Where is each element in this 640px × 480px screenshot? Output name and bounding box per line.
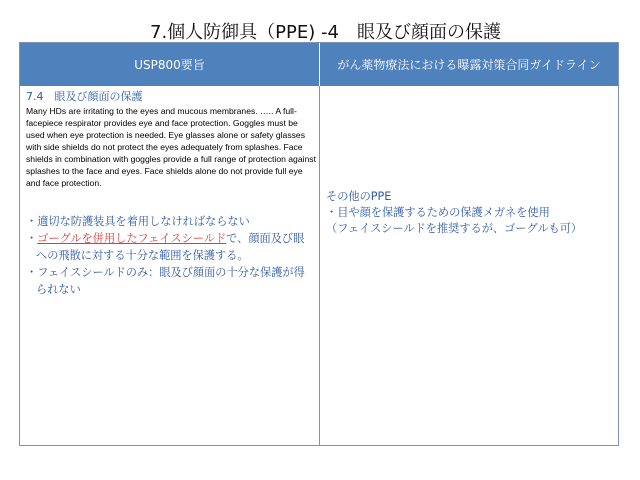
- english-excerpt: Many HDs are irritating to the eyes and mucous membranes. ….. A full-facepiece respirator provides eye and face protection. Goggles must be used when eye protection is needed. Eye glasses alone or safety glasses with side shields do not protect the eyes adequately from splashes. Face shields in combination with goggles provide a full range of protection against splashes to the face and eyes. Face shields alone do not provide full eye and face protection.: [26, 106, 316, 188]
- section-heading: 7.4 眼及び顔面の保護: [26, 90, 143, 103]
- bullet-item: [26, 213, 313, 230]
- bullet-marker: ・: [26, 266, 38, 279]
- guideline-line: ・目や顔を保護するための保護メガネを使用: [326, 206, 550, 219]
- guideline-line: その他のPPE: [326, 190, 392, 203]
- summary-bullets: [26, 213, 313, 298]
- bullet-item: [26, 264, 313, 298]
- header-guideline: がん薬物療法における曝露対策合同ガイドライン: [320, 43, 618, 86]
- header-usp800: USP800要旨: [20, 43, 320, 86]
- bullet-text: フェイスシールドのみ：眼及び顔面の十分な保護が得られない: [36, 266, 305, 296]
- usp800-cell: [20, 86, 319, 298]
- bullet-marker: ・: [26, 232, 38, 245]
- guideline-cell: [326, 189, 614, 237]
- bullet-text: 適切な防護装具を着用しなければならない: [37, 215, 250, 228]
- column-divider: [319, 86, 320, 445]
- bullet-item: [26, 230, 313, 264]
- slide-title: 7.個人防御具（PPE) -4 眼及び顔面の保護: [150, 22, 501, 43]
- highlighted-phrase: ゴーグルを併用したフェイスシールド: [37, 232, 227, 245]
- bullet-text: で、顔面及び眼への飛散に対する十分な範囲を保護する。: [36, 232, 305, 262]
- guideline-line: （フェイスシールドを推奨するが、ゴーグルも可）: [326, 222, 583, 235]
- bullet-marker: ・: [26, 215, 38, 228]
- comparison-table: [19, 42, 619, 446]
